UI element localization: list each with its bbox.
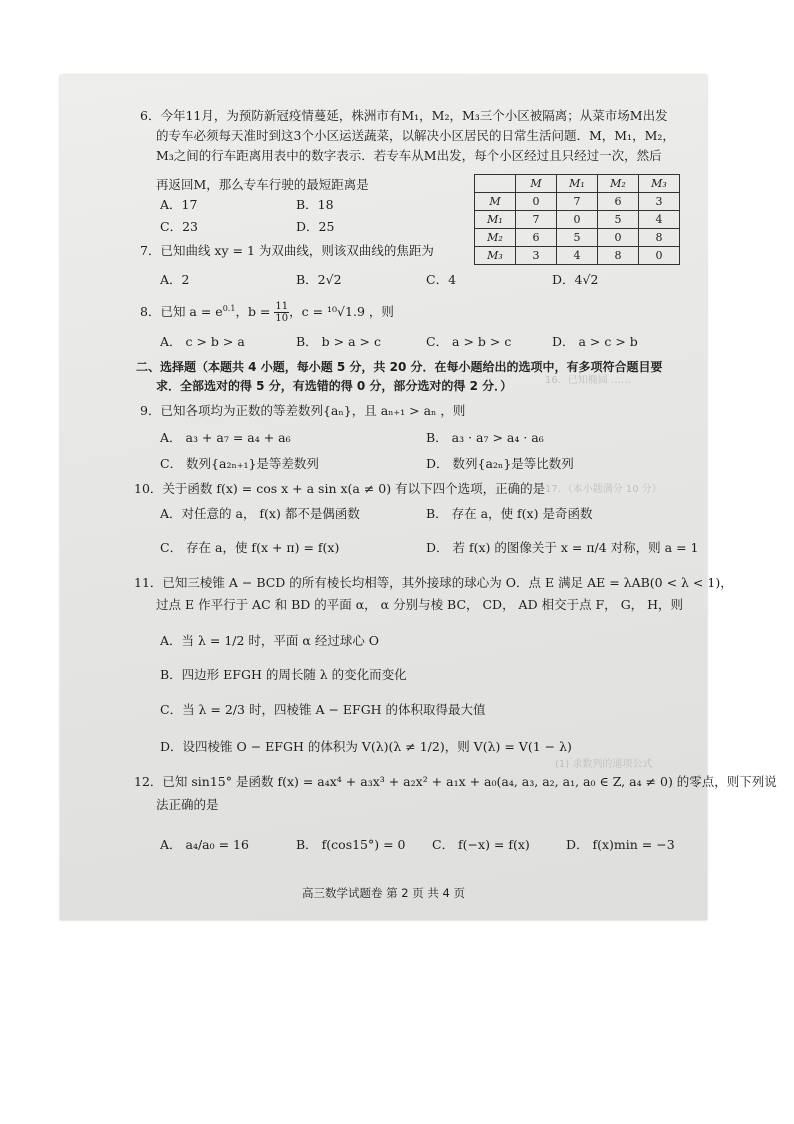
section-2-heading-line-2: 求．全部选对的得 5 分，有选错的得 0 分，部分选对的得 2 分．） (156, 379, 513, 393)
q9-option-a: A． a₃ + a₇ = a₄ + a₆ (160, 430, 291, 445)
q6-line-1: 6．今年11月，为预防新冠疫情蔓延，株洲市有M₁，M₂，M₃三个小区被隔离；从菜市场M出发 (140, 108, 668, 123)
table-cell: 5 (598, 211, 639, 229)
table-header-cell (475, 175, 516, 193)
table-row (475, 229, 680, 247)
q6-option-b: B．18 (296, 197, 334, 212)
q6-option-a: A．17 (160, 197, 198, 212)
q11-option-a: A．当 λ = 1/2 时，平面 α 经过球心 O (160, 633, 380, 648)
q9-option-c: C． 数列{a₂ₙ₊₁}是等差数列 (160, 456, 319, 471)
q8-fraction-numerator: 11 (275, 301, 289, 313)
q8-option-b: B． b > a > c (296, 334, 381, 349)
table-cell: 4 (557, 247, 598, 265)
table-cell: 4 (639, 211, 680, 229)
table-header-row (475, 175, 680, 193)
q8-fraction (274, 301, 289, 324)
q7-stem: 7．已知曲线 xy = 1 为双曲线，则该双曲线的焦距为 (140, 243, 434, 258)
q7-option-b: B．2√2 (296, 272, 342, 287)
table-cell: 7 (516, 211, 557, 229)
q8-fraction-denominator: 10 (275, 313, 289, 325)
q11-option-d: D．设四棱锥 O − EFGH 的体积为 V(λ)(λ ≠ 1/2)，则 V(λ) = V(1 − λ) (160, 739, 572, 754)
table-cell: 0 (557, 211, 598, 229)
q7-option-a: A．2 (160, 272, 190, 287)
table-cell: 8 (639, 229, 680, 247)
q6-option-d: D．25 (296, 219, 335, 234)
bleed-through-text: 16．已知椭圆 …… (545, 375, 631, 386)
q6-line-2: 的专车必须每天准时到这3个小区运送蔬菜，以解决小区居民的日常生活问题．M，M₁，M₂， (156, 128, 675, 143)
q8-stem (140, 301, 394, 324)
table-header-cell: M (516, 175, 557, 193)
q10-option-b: B． 存在 a，使 f(x) 是奇函数 (426, 506, 593, 521)
table-row-header: M₁ (475, 211, 516, 229)
q11-line-1: 11．已知三棱锥 A − BCD 的所有棱长均相等，其外接球的球心为 O．点 E 满足 AE = λAB(0 < λ < 1)， (134, 575, 733, 590)
page-footer: 高三数学试题卷 第 2 页 共 4 页 (301, 886, 466, 900)
q8-exponent: 0.1 (222, 304, 236, 313)
q6-line-3: M₃之间的行车距离用表中的数字表示．若专车从M出发，每个小区经过且只经过一次，然后 (156, 148, 662, 163)
table-row (475, 247, 680, 265)
q7-option-c: C．4 (426, 272, 457, 287)
q11-line-2: 过点 E 作平行于 AC 和 BD 的平面 α， α 分别与棱 BC， CD， AD 相交于点 F， G， H，则 (156, 597, 684, 612)
bleed-through-text: (1) 求数列的通项公式 (555, 759, 653, 770)
q6-distance-table (474, 174, 680, 265)
q9-option-b: B． a₃ · a₇ > a₄ · a₆ (426, 430, 544, 445)
q12-option-a: A． a₄/a₀ = 16 (160, 837, 249, 852)
table-cell: 0 (516, 193, 557, 211)
table-cell: 5 (557, 229, 598, 247)
bleed-through-text: 17．（本小题满分 10 分） (545, 484, 662, 495)
table-header-cell: M₁ (557, 175, 598, 193)
q9-stem: 9．已知各项均为正数的等差数列{aₙ}，且 aₙ₊₁ > aₙ ，则 (140, 403, 466, 418)
q12-option-d: D． f(x)min = −3 (566, 837, 675, 852)
q11-option-c: C．当 λ = 2/3 时，四棱锥 A − EFGH 的体积取得最大值 (160, 702, 486, 717)
q8-option-c: C． a > b > c (426, 334, 512, 349)
table-cell: 3 (639, 193, 680, 211)
q10-stem: 10．关于函数 f(x) = cos x + a sin x(a ≠ 0) 有以下四个选项，正确的是 (134, 481, 546, 496)
q8-stem-part-b: ，b = (235, 304, 271, 320)
table-cell: 8 (598, 247, 639, 265)
q12-option-c: C． f(−x) = f(x) (432, 837, 530, 852)
table-row-header: M₃ (475, 247, 516, 265)
q8-option-d: D． a > c > b (552, 334, 638, 349)
table-cell: 6 (598, 193, 639, 211)
table-row-header: M (475, 193, 516, 211)
q12-option-b: B． f(cos15°) = 0 (296, 837, 406, 852)
table-row (475, 211, 680, 229)
table-cell: 0 (639, 247, 680, 265)
q9-option-d: D． 数列{a₂ₙ}是等比数列 (426, 456, 574, 471)
table-cell: 3 (516, 247, 557, 265)
table-row (475, 193, 680, 211)
q10-option-a: A．对任意的 a， f(x) 都不是偶函数 (160, 506, 360, 521)
table-cell: 7 (557, 193, 598, 211)
q11-option-b: B．四边形 EFGH 的周长随 λ 的变化而变化 (160, 667, 407, 682)
table-row-header: M₂ (475, 229, 516, 247)
q8-stem-part-a: 8．已知 a = e (140, 304, 223, 320)
q6-option-c: C．23 (160, 219, 198, 234)
table-header-cell: M₃ (639, 175, 680, 193)
q7-option-d: D．4√2 (552, 272, 599, 287)
table-header-cell: M₂ (598, 175, 639, 193)
table-cell: 6 (516, 229, 557, 247)
q6-line-4: 再返回M，那么专车行驶的最短距离是 (156, 177, 369, 192)
section-2-heading-line-1: 二、选择题（本题共 4 小题，每小题 5 分，共 20 分．在每小题给出的选项中，有多项符合题目要 (136, 360, 663, 374)
q12-line-1: 12．已知 sin15° 是函数 f(x) = a₄x⁴ + a₃x³ + a₂x² + a₁x + a₀(a₄, a₃, a₂, a₁, a₀ ∈ Z, a₄ ≠ 0) 的零点，则下列说 (134, 774, 777, 789)
q12-line-2: 法正确的是 (156, 797, 219, 812)
q10-option-c: C． 存在 a，使 f(x + π) = f(x) (160, 540, 340, 555)
q8-option-a: A． c > b > a (160, 334, 245, 349)
q8-stem-part-c: ，c = ¹⁰√1.9 ，则 (289, 304, 394, 320)
table-cell: 0 (598, 229, 639, 247)
q10-option-d: D． 若 f(x) 的图像关于 x = π/4 对称，则 a = 1 (426, 540, 699, 555)
